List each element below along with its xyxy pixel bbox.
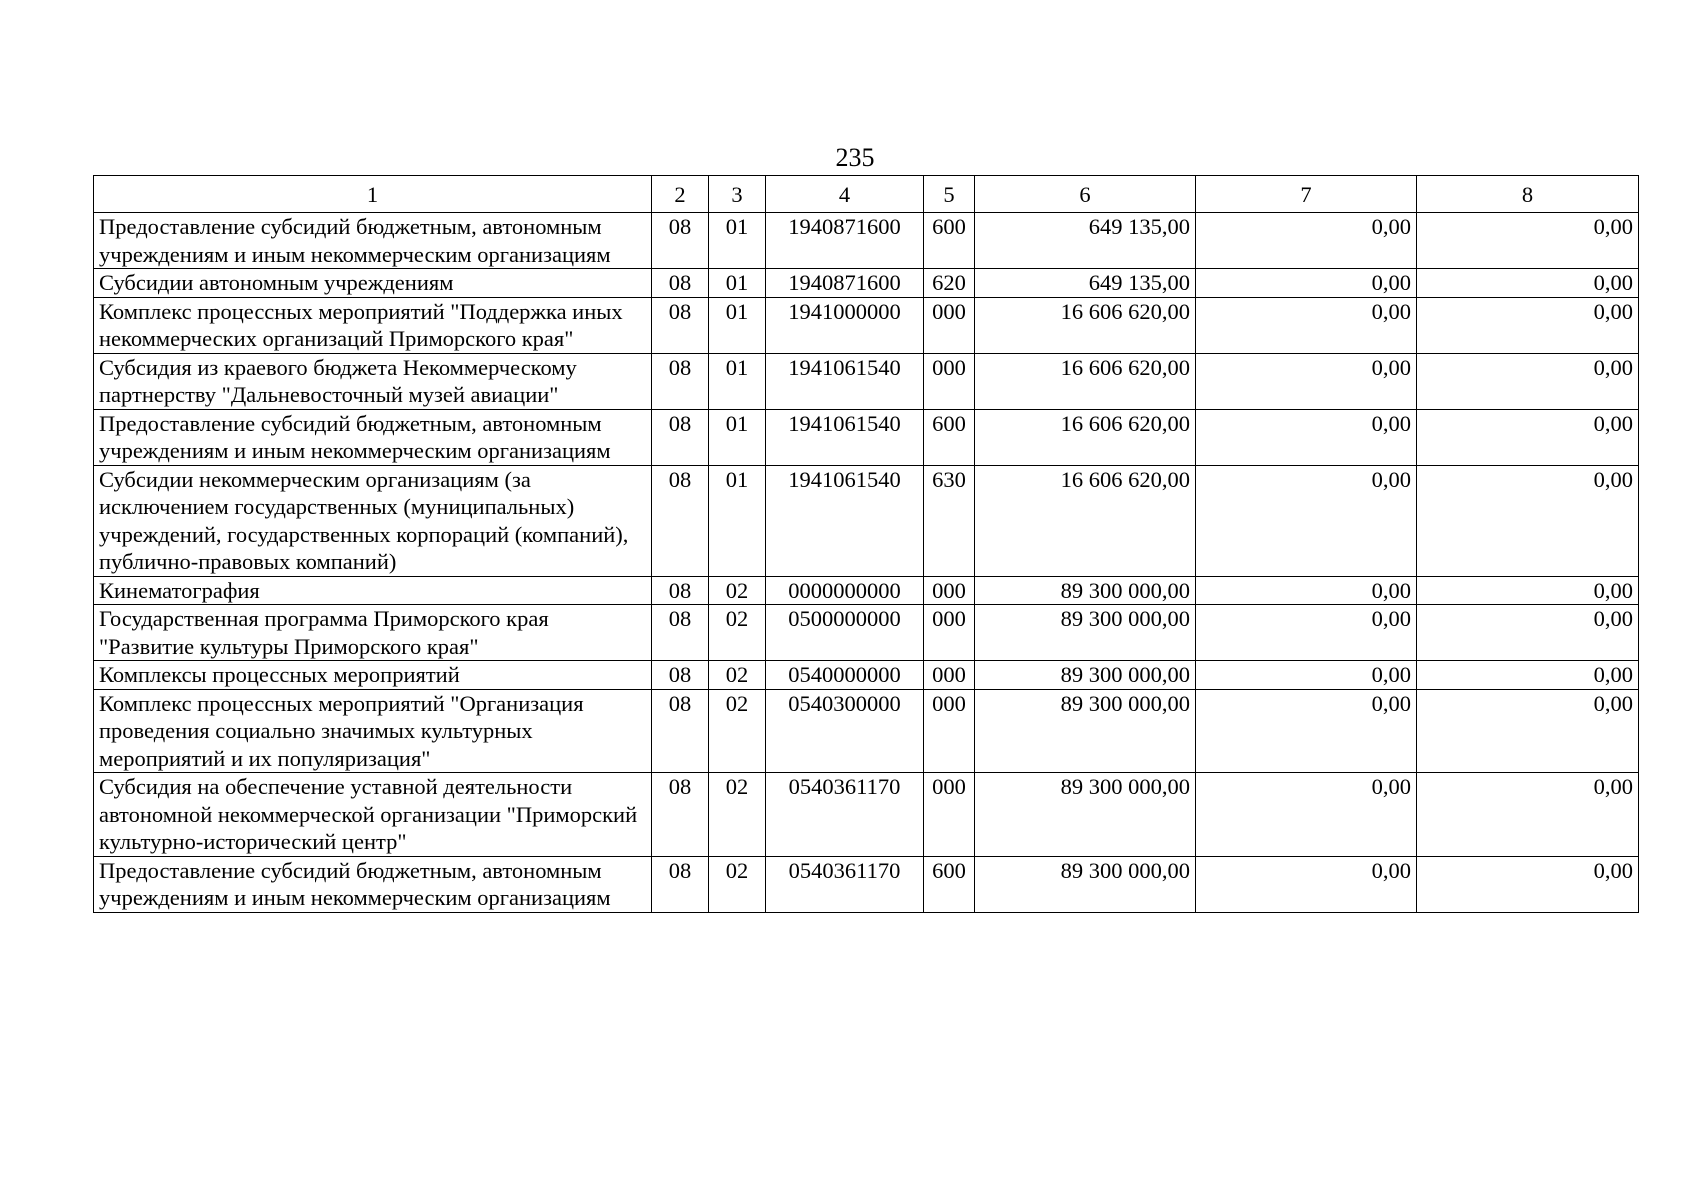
table-row: [94, 856, 1639, 912]
amount-col-8: 0,00: [1417, 773, 1639, 857]
item-name: Комплекс процессных мероприятий "Организация проведения социально значимых культурных мероприятий и их популяризация": [94, 689, 652, 773]
target-article-code: 1941061540: [766, 353, 924, 409]
amount-col-6: 89 300 000,00: [975, 661, 1196, 690]
subsection-code: 01: [709, 297, 766, 353]
subsection-code: 01: [709, 409, 766, 465]
section-code: 08: [652, 353, 709, 409]
budget-table: [93, 175, 1639, 913]
amount-col-6: 16 606 620,00: [975, 353, 1196, 409]
target-article-code: 1940871600: [766, 213, 924, 269]
expense-type-code: 000: [924, 661, 975, 690]
target-article-code: 0540000000: [766, 661, 924, 690]
amount-col-8: 0,00: [1417, 353, 1639, 409]
amount-col-8: 0,00: [1417, 576, 1639, 605]
amount-col-8: 0,00: [1417, 856, 1639, 912]
section-code: 08: [652, 605, 709, 661]
expense-type-code: 000: [924, 297, 975, 353]
subsection-code: 01: [709, 353, 766, 409]
item-name: Субсидии автономным учреждениям: [94, 269, 652, 298]
amount-col-7: 0,00: [1196, 689, 1417, 773]
expense-type-code: 600: [924, 409, 975, 465]
subsection-code: 02: [709, 576, 766, 605]
section-code: 08: [652, 689, 709, 773]
amount-col-7: 0,00: [1196, 269, 1417, 298]
target-article-code: 0540361170: [766, 773, 924, 857]
amount-col-6: 649 135,00: [975, 269, 1196, 298]
subsection-code: 02: [709, 605, 766, 661]
table-row: [94, 465, 1639, 576]
subsection-code: 02: [709, 689, 766, 773]
table-row: [94, 576, 1639, 605]
expense-type-code: 000: [924, 576, 975, 605]
amount-col-8: 0,00: [1417, 689, 1639, 773]
amount-col-8: 0,00: [1417, 465, 1639, 576]
amount-col-6: 16 606 620,00: [975, 409, 1196, 465]
item-name: Предоставление субсидий бюджетным, автономным учреждениям и иным некоммерческим организациям: [94, 409, 652, 465]
expense-type-code: 000: [924, 353, 975, 409]
item-name: Субсидии некоммерческим организациям (за исключением государственных (муниципальных) учреждений, государственных корпораций (компаний), публично-правовых компаний): [94, 465, 652, 576]
item-name: Субсидия из краевого бюджета Некоммерческому партнерству "Дальневосточный музей авиации": [94, 353, 652, 409]
table-row: [94, 661, 1639, 690]
amount-col-7: 0,00: [1196, 409, 1417, 465]
item-name: Комплексы процессных мероприятий: [94, 661, 652, 690]
amount-col-8: 0,00: [1417, 297, 1639, 353]
section-code: 08: [652, 856, 709, 912]
header-cell-8: 8: [1417, 176, 1639, 213]
item-name: Государственная программа Приморского края "Развитие культуры Приморского края": [94, 605, 652, 661]
expense-type-code: 600: [924, 856, 975, 912]
table-row: [94, 773, 1639, 857]
target-article-code: 0540300000: [766, 689, 924, 773]
amount-col-7: 0,00: [1196, 576, 1417, 605]
table-row: [94, 409, 1639, 465]
amount-col-7: 0,00: [1196, 213, 1417, 269]
amount-col-7: 0,00: [1196, 353, 1417, 409]
amount-col-6: 89 300 000,00: [975, 576, 1196, 605]
target-article-code: 0000000000: [766, 576, 924, 605]
item-name: Предоставление субсидий бюджетным, автономным учреждениям и иным некоммерческим организациям: [94, 213, 652, 269]
section-code: 08: [652, 465, 709, 576]
amount-col-7: 0,00: [1196, 605, 1417, 661]
table-row: [94, 213, 1639, 269]
expense-type-code: 000: [924, 689, 975, 773]
amount-col-8: 0,00: [1417, 269, 1639, 298]
header-cell-3: 3: [709, 176, 766, 213]
target-article-code: 1941061540: [766, 409, 924, 465]
header-cell-4: 4: [766, 176, 924, 213]
amount-col-6: 16 606 620,00: [975, 297, 1196, 353]
expense-type-code: 600: [924, 213, 975, 269]
header-cell-5: 5: [924, 176, 975, 213]
header-cell-6: 6: [975, 176, 1196, 213]
section-code: 08: [652, 297, 709, 353]
expense-type-code: 620: [924, 269, 975, 298]
item-name: Кинематография: [94, 576, 652, 605]
amount-col-7: 0,00: [1196, 465, 1417, 576]
section-code: 08: [652, 269, 709, 298]
amount-col-7: 0,00: [1196, 661, 1417, 690]
section-code: 08: [652, 661, 709, 690]
expense-type-code: 630: [924, 465, 975, 576]
section-code: 08: [652, 409, 709, 465]
page-number: 235: [835, 143, 875, 172]
item-name: Субсидия на обеспечение уставной деятельности автономной некоммерческой организации "Приморский культурно-исторический центр": [94, 773, 652, 857]
amount-col-8: 0,00: [1417, 213, 1639, 269]
amount-col-7: 0,00: [1196, 856, 1417, 912]
item-name: Комплекс процессных мероприятий "Поддержка иных некоммерческих организаций Приморского края": [94, 297, 652, 353]
target-article-code: 1941061540: [766, 465, 924, 576]
amount-col-6: 89 300 000,00: [975, 856, 1196, 912]
amount-col-7: 0,00: [1196, 297, 1417, 353]
header-cell-2: 2: [652, 176, 709, 213]
amount-col-8: 0,00: [1417, 409, 1639, 465]
amount-col-6: 89 300 000,00: [975, 689, 1196, 773]
target-article-code: 1940871600: [766, 269, 924, 298]
section-code: 08: [652, 213, 709, 269]
target-article-code: 1941000000: [766, 297, 924, 353]
subsection-code: 01: [709, 465, 766, 576]
subsection-code: 02: [709, 661, 766, 690]
target-article-code: 0500000000: [766, 605, 924, 661]
subsection-code: 01: [709, 269, 766, 298]
header-cell-1: 1: [94, 176, 652, 213]
table-row: [94, 353, 1639, 409]
item-name: Предоставление субсидий бюджетным, автономным учреждениям и иным некоммерческим организациям: [94, 856, 652, 912]
amount-col-6: 89 300 000,00: [975, 605, 1196, 661]
expense-type-code: 000: [924, 605, 975, 661]
table-row: [94, 689, 1639, 773]
table-row: [94, 297, 1639, 353]
subsection-code: 02: [709, 773, 766, 857]
table-row: [94, 605, 1639, 661]
amount-col-7: 0,00: [1196, 773, 1417, 857]
header-row: [94, 176, 1639, 213]
amount-col-8: 0,00: [1417, 605, 1639, 661]
amount-col-6: 649 135,00: [975, 213, 1196, 269]
amount-col-8: 0,00: [1417, 661, 1639, 690]
amount-col-6: 89 300 000,00: [975, 773, 1196, 857]
section-code: 08: [652, 773, 709, 857]
section-code: 08: [652, 576, 709, 605]
expense-type-code: 000: [924, 773, 975, 857]
amount-col-6: 16 606 620,00: [975, 465, 1196, 576]
table-row: [94, 269, 1639, 298]
header-cell-7: 7: [1196, 176, 1417, 213]
subsection-code: 02: [709, 856, 766, 912]
target-article-code: 0540361170: [766, 856, 924, 912]
subsection-code: 01: [709, 213, 766, 269]
